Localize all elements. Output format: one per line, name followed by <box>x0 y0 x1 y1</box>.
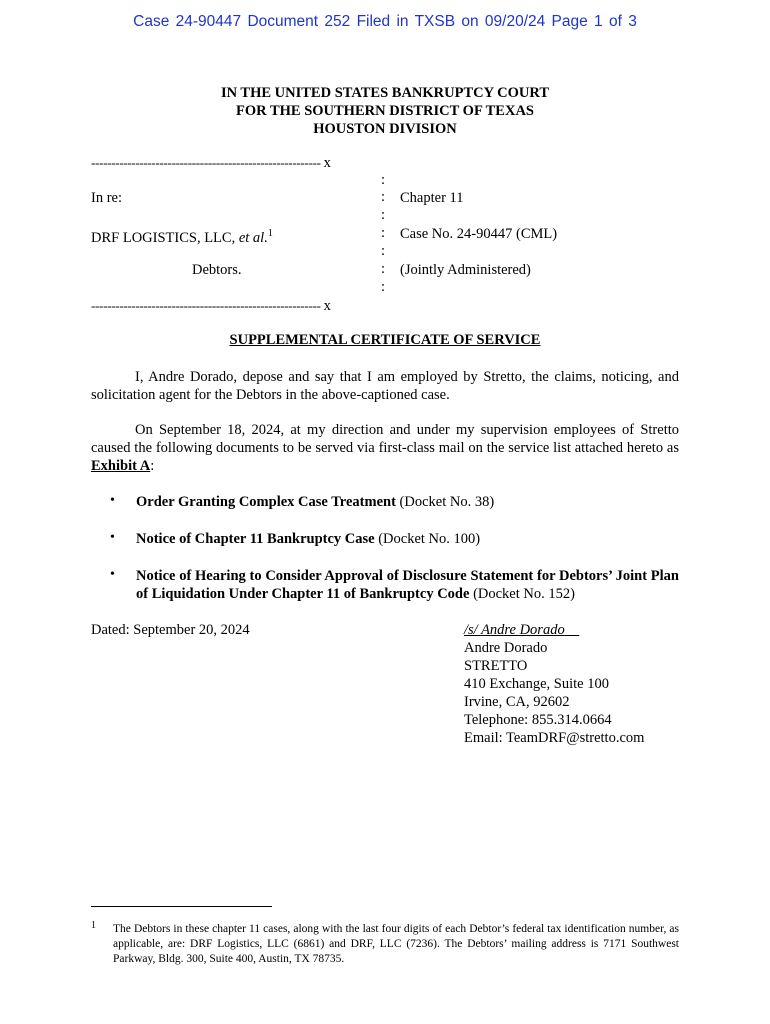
footnote-text: The Debtors in these chapter 11 cases, along with the last four digits of each Debtor’s federal tax identification number, as applicable, are: DRF Logistics, LLC (6861) and DRF, LLC (7236). The Debtors’ mailing address is 7171 Southwest Parkway, Bldg. 300, Suite 400, Austin, TX 78735. <box>113 923 679 965</box>
document-title: SUPPLEMENTAL CERTIFICATE OF SERVICE <box>229 332 541 348</box>
signature: /s/ Andre Dorado <box>464 622 565 638</box>
paragraph-2: On September 18, 2024, at my direction and under my supervision employees of Stretto caused the following documents to be served via first-class mail on the service list attached hereto as Exhibit A: <box>91 422 679 474</box>
caption-colon: : <box>381 189 386 205</box>
served-document-2: Notice of Chapter 11 Bankruptcy Case (Docket No. 100) <box>136 531 481 547</box>
chapter-label: Chapter 11 <box>400 190 464 206</box>
caption-colon: : <box>381 172 386 188</box>
exhibit-a-reference: Exhibit A <box>91 458 151 474</box>
caption-colon: : <box>381 207 386 223</box>
caption-top-rule: --------------------------------------------------------- x <box>91 155 331 171</box>
dated-line: Dated: September 20, 2024 <box>91 622 250 638</box>
caption-bottom-rule: --------------------------------------------------------- x <box>91 298 331 314</box>
signer-company: STRETTO <box>464 658 528 674</box>
debtor-name: DRF LOGISTICS, LLC, et al.$^1$ <box>91 228 273 246</box>
caption-colon: : <box>381 261 386 277</box>
signature-block <box>464 621 644 747</box>
jointly-administered: (Jointly Administered) <box>400 262 531 278</box>
court-heading <box>0 84 770 138</box>
in-re-label: In re: <box>91 190 122 206</box>
case-number: Case No. 24-90447 (CML) <box>400 226 558 242</box>
footnote-mark: 1 <box>91 920 96 931</box>
signer-email: Email: TeamDRF@stretto.com <box>464 730 645 746</box>
served-document-1: Order Granting Complex Case Treatment (Docket No. 38) <box>136 494 495 510</box>
served-document-3: Notice of Hearing to Consider Approval of Disclosure Statement for Debtors’ Joint Plan of Liquidation Under Chapter 11 of Bankruptcy Code (Docket No. 152) <box>136 568 679 602</box>
signer-address-2: Irvine, CA, 92602 <box>464 694 570 710</box>
bullet-3: • <box>110 567 115 582</box>
caption-colon: : <box>381 279 386 295</box>
caption-colon: : <box>381 225 386 241</box>
bullet-2: • <box>110 530 115 545</box>
paragraph-1: I, Andre Dorado, depose and say that I am employed by Stretto, the claims, noticing, and solicitation agent for the Debtors in the above-captioned case. <box>91 369 679 403</box>
signer-phone: Telephone: 855.314.0664 <box>464 712 612 728</box>
court-line-3: HOUSTON DIVISION <box>313 121 457 137</box>
signer-address-1: 410 Exchange, Suite 100 <box>464 676 609 692</box>
debtors-label: Debtors. <box>192 262 242 278</box>
caption-colon: : <box>381 243 386 259</box>
court-line-2: FOR THE SOUTHERN DISTRICT OF TEXAS <box>235 103 534 119</box>
footnote-ref: 1 <box>267 228 273 239</box>
footnote-separator <box>91 906 272 907</box>
court-line-1: IN THE UNITED STATES BANKRUPTCY COURT <box>220 85 550 101</box>
bullet-1: • <box>110 493 115 508</box>
filing-stamp: Case 24-90447 Document 252 Filed in TXSB on 09/20/24 Page 1 of 3 <box>133 13 637 30</box>
signer-name: Andre Dorado <box>464 640 548 656</box>
